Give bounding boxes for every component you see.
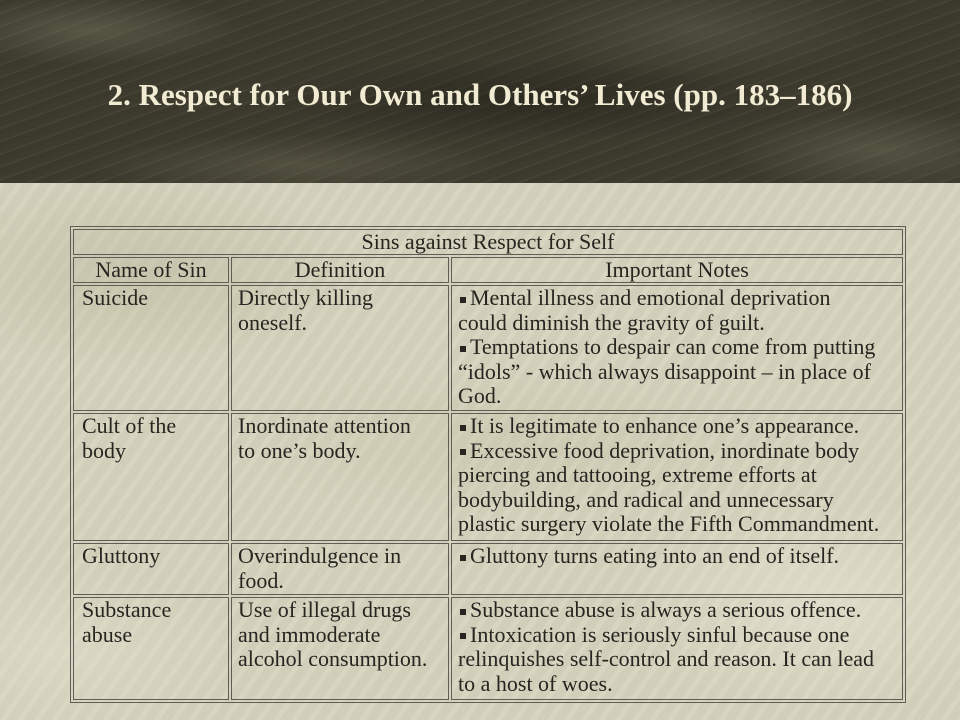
note-item: [458, 439, 898, 537]
definition-cell: Overindulgence in food.: [231, 543, 449, 595]
note-item: [458, 623, 898, 697]
notes-cell: [451, 285, 903, 411]
column-header-definition: Definition: [231, 257, 449, 283]
notes-cell: [451, 543, 903, 595]
note-text: Gluttony turns eating into an end of itself.: [470, 543, 840, 568]
note-text: Temptations to despair can come from putting “idols” - which always disappoint – in place of God.: [458, 334, 876, 408]
table-row: [73, 543, 903, 595]
note-item: [458, 414, 898, 439]
definition-cell: Directly killing oneself.: [231, 285, 449, 411]
note-text: Excessive food deprivation, inordinate body piercing and tattooing, extreme efforts at bodybuilding, and radical and unnecessary plastic surgery violate the Fifth Commandment.: [458, 437, 880, 536]
notes-cell: [451, 413, 903, 541]
note-text: It is legitimate to enhance one’s appearance.: [470, 413, 860, 438]
note-item: [458, 598, 898, 623]
square-bullet-icon: [460, 609, 466, 615]
note-item: [458, 335, 898, 409]
slide-title: 2. Respect for Our Own and Others’ Lives (pp. 183–186): [107, 77, 853, 112]
note-item: [458, 286, 898, 335]
notes-cell: [451, 597, 903, 700]
sin-name-cell: Gluttony: [73, 543, 229, 595]
table-caption: Sins against Respect for Self: [73, 229, 903, 255]
sin-name-cell: Substance abuse: [73, 597, 229, 700]
column-header-notes: Important Notes: [451, 257, 903, 283]
sin-name-cell: Cult of the body: [73, 413, 229, 541]
square-bullet-icon: [460, 297, 466, 303]
table-row: [73, 597, 903, 700]
sins-table: [70, 226, 906, 703]
definition-cell: Inordinate attention to one’s body.: [231, 413, 449, 541]
table-header-row: [73, 257, 903, 283]
table-row: [73, 413, 903, 541]
square-bullet-icon: [460, 346, 466, 352]
square-bullet-icon: [460, 555, 466, 561]
table-caption-row: [73, 229, 903, 255]
note-text: Intoxication is seriously sinful because one relinquishes self-control and reason. It can lead to a host of woes.: [458, 621, 875, 696]
note-item: [458, 544, 898, 569]
definition-cell: Use of illegal drugs and immoderate alcohol consumption.: [231, 597, 449, 700]
column-header-name: Name of Sin: [73, 257, 229, 283]
table-row: [73, 285, 903, 411]
square-bullet-icon: [460, 633, 466, 639]
table-frame: [70, 226, 906, 703]
note-text: Mental illness and emotional deprivation could diminish the gravity of guilt.: [458, 285, 831, 335]
square-bullet-icon: [460, 449, 466, 455]
sin-name-cell: Suicide: [73, 285, 229, 411]
square-bullet-icon: [460, 425, 466, 431]
note-text: Substance abuse is always a serious offence.: [470, 597, 862, 622]
